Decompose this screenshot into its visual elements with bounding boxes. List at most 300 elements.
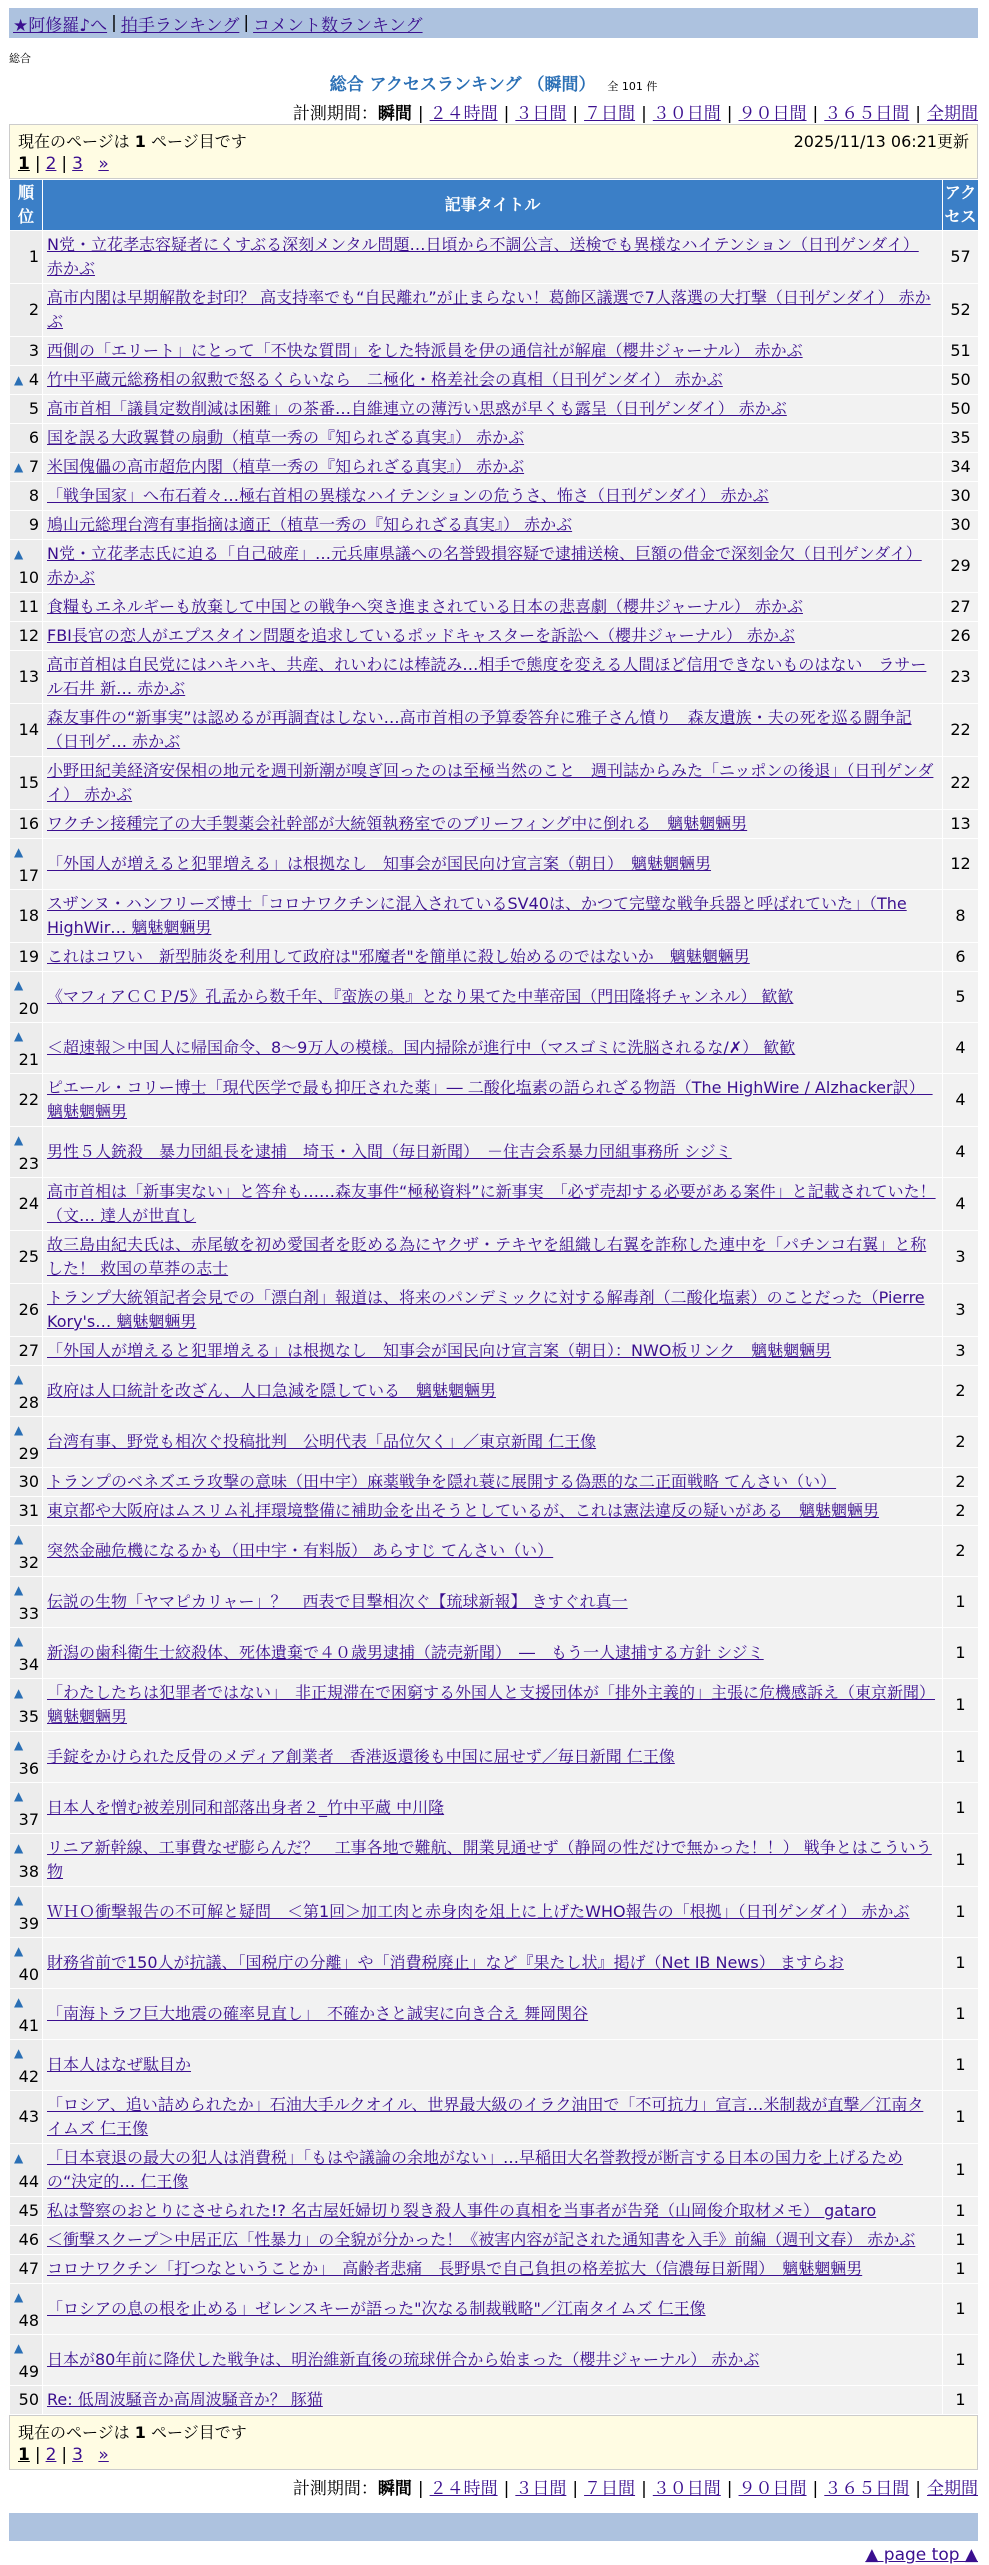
footer-bar [9, 2513, 978, 2541]
period-label: 計測期間： [292, 104, 378, 124]
access-count: 1 [943, 2040, 979, 2091]
rank-cell [10, 2255, 43, 2284]
rank-cell [10, 622, 43, 651]
rank-cell [10, 2226, 43, 2255]
article-link[interactable]: ＜衝撃スクープ＞中居正広「性暴力」の全貌が分かった！《被害内容が記された通知書を入手》前編（週刊文春） 赤かぶ [47, 2230, 916, 2249]
rank-number: 39 [18, 1914, 39, 1933]
title-cell [43, 1577, 943, 1628]
access-count: 51 [943, 337, 979, 366]
title-cell [43, 943, 943, 972]
title-cell [43, 972, 943, 1023]
rank-cell [10, 651, 43, 704]
title-cell [43, 757, 943, 810]
table-row [10, 1231, 979, 1284]
title-cell [43, 1834, 943, 1887]
up-arrow-icon: ▲ [14, 2290, 24, 2304]
up-arrow-icon: ▲ [14, 1029, 24, 1043]
title-text: 総合 アクセスランキング （瞬間） [329, 75, 596, 95]
rank-cell [10, 1417, 43, 1468]
table-row [10, 1989, 979, 2040]
article-link[interactable]: N党・立花孝志容疑者にくすぶる深刻メンタル問題…日頃から不調公言、送検でも異様なハイテンション（日刊ゲンダイ） 赤かぶ [47, 235, 919, 278]
table-row [10, 651, 979, 704]
period-link[interactable]: ３６５日間 [824, 104, 910, 124]
rank-number: 49 [18, 2362, 39, 2381]
title-cell [43, 540, 943, 593]
article-link[interactable]: ワクチン接種完了の大手製薬会社幹部が大統領執務室でのブリーフィング中に倒れる 魑魅魍魎男 [47, 814, 748, 833]
table-row [10, 1938, 979, 1989]
access-count: 1 [943, 2284, 979, 2335]
period-link[interactable]: ９０日間 [738, 2479, 807, 2499]
rank-number: 26 [18, 1300, 39, 1319]
table-row [10, 2144, 979, 2197]
access-count: 2 [943, 1417, 979, 1468]
article-link[interactable]: 東京都や大阪府はムスリム礼拝環境整備に補助金を出そうとしているが、これは憲法違反の疑いがある 魑魅魍魎男 [47, 1501, 880, 1520]
table-row [10, 1732, 979, 1783]
access-count: 1 [943, 2335, 979, 2386]
title-cell [43, 622, 943, 651]
article-link[interactable]: 新潟の歯科衛生士絞殺体、死体遺棄で４０歳男逮捕（読売新聞） ― もう一人逮捕する方針 シジミ [47, 1643, 764, 1662]
rank-number: 21 [18, 1050, 39, 1069]
article-link[interactable]: 高市首相は自民党にはハキハキ、共産、れいわには棒読み…相手で態度を変える人間ほど信用できないものはない ラサール石井 新… 赤かぶ [47, 655, 927, 698]
rank-number: 45 [18, 2201, 39, 2220]
title-cell [43, 1284, 943, 1337]
period-link[interactable]: ２４時間 [429, 2479, 498, 2499]
period-link[interactable]: 全期間 [927, 104, 978, 124]
rank-cell [10, 366, 43, 395]
rank-number: 36 [18, 1759, 39, 1778]
article-link[interactable]: 日本人はなぜ駄目か [47, 2055, 192, 2074]
article-link[interactable]: 米国傀儡の高市超危内閣（植草一秀の『知られざる真実』） 赤かぶ [47, 457, 525, 476]
rank-cell [10, 1284, 43, 1337]
table-row [10, 1628, 979, 1679]
up-arrow-icon: ▲ [14, 2046, 24, 2060]
article-link[interactable]: FBI長官の恋人がエプスタイン問題を追求しているポッドキャスターを訴訟へ（櫻井ジャーナル） 赤かぶ [47, 626, 795, 645]
article-link[interactable]: 「外国人が増えると犯罪増える」は根拠なし 知事会が国民向け宣言案（朝日）：NWO板リンク 魑魅魍魎男 [47, 1341, 832, 1360]
table-row [10, 395, 979, 424]
rank-number: 50 [18, 2390, 39, 2409]
rank-cell [10, 1468, 43, 1497]
article-link[interactable]: 男性５人銃殺 暴力団組長を逮捕 埼玉・入間（毎日新聞） －住吉会系暴力団組事務所 シジミ [47, 1142, 732, 1161]
home-link[interactable]: ★阿修羅♪へ [13, 15, 108, 36]
table-row [10, 2335, 979, 2386]
table-row [10, 366, 979, 395]
access-count: 2 [943, 1366, 979, 1417]
table-row [10, 1887, 979, 1938]
article-link[interactable]: 《マフィアＣＣＰ/5》孔孟から数千年、『蛮族の巣』となり果てた中華帝国（門田隆将チャンネル） 歓歓 [47, 987, 794, 1006]
pager-link[interactable]: 3 [72, 154, 83, 174]
rank-cell [10, 395, 43, 424]
up-arrow-icon: ▲ [14, 1841, 24, 1855]
access-count: 8 [943, 890, 979, 943]
article-link[interactable]: 伝説の生物「ヤマピカリャー」？ 西表で目撃相次ぐ【琉球新報】 きすぐれ真一 [47, 1592, 628, 1611]
rank-cell [10, 1783, 43, 1834]
rank-header: 順位 [10, 180, 43, 231]
access-count: 2 [943, 1468, 979, 1497]
access-count: 13 [943, 810, 979, 839]
rank-number: 10 [18, 568, 39, 587]
access-count: 1 [943, 1989, 979, 2040]
title-cell [43, 1497, 943, 1526]
rank-number: 25 [18, 1247, 39, 1266]
table-row [10, 2226, 979, 2255]
article-link[interactable]: 私は警察のおとりにさせられた!? 名古屋妊婦切り裂き殺人事件の真相を当事者が告発（山岡俊介取材メモ） gataro [47, 2201, 877, 2220]
access-count: 26 [943, 622, 979, 651]
article-link[interactable]: 「戦争国家」へ布石着々…極右首相の異様なハイテンションの危うさ、怖さ（日刊ゲンダイ） 赤かぶ [47, 486, 769, 505]
table-row [10, 424, 979, 453]
title-cell [43, 2144, 943, 2197]
rank-cell [10, 704, 43, 757]
up-arrow-icon: ▲ [14, 1686, 24, 1700]
access-count: 27 [943, 593, 979, 622]
up-arrow-icon: ▲ [14, 1893, 24, 1907]
access-count: 30 [943, 511, 979, 540]
access-count: 1 [943, 2386, 979, 2415]
table-row [10, 511, 979, 540]
title-cell [43, 651, 943, 704]
article-link[interactable]: 「外国人が増えると犯罪増える」は根拠なし 知事会が国民向け宣言案（朝日） 魑魅魍魎男 [47, 854, 712, 873]
rank-cell [10, 890, 43, 943]
rank-cell [10, 2386, 43, 2415]
table-row [10, 231, 979, 284]
total-count: 全 101 件 [607, 80, 658, 93]
rank-number: 1 [28, 247, 39, 266]
rank-cell [10, 1497, 43, 1526]
article-link[interactable]: 手錠をかけられた反骨のメディア創業者 香港返還後も中国に屈せず／毎日新聞 仁王像 [47, 1747, 675, 1766]
pager-top: 1 | 2 | 3 » [18, 154, 109, 174]
up-arrow-icon: ▲ [14, 1532, 24, 1546]
article-link[interactable]: 西側の「エリート」にとって「不快な質問」をした特派員を伊の通信社が解雇（櫻井ジャーナル） 赤かぶ [47, 341, 803, 360]
title-cell [43, 2091, 943, 2144]
period-link[interactable]: ７日間 [584, 104, 636, 124]
access-count: 29 [943, 540, 979, 593]
access-count: 4 [943, 1074, 979, 1127]
rank-cell [10, 593, 43, 622]
period-link[interactable]: ３日間 [515, 2479, 567, 2499]
article-link[interactable]: これはコワい 新型肺炎を利用して政府は"邪魔者"を簡単に殺し始めるのではないか 魑魅魍魎男 [47, 947, 750, 966]
access-count: 23 [943, 651, 979, 704]
ranking-table [9, 179, 979, 2415]
rank-number: 13 [18, 667, 39, 686]
article-link[interactable]: 「ロシア、追い詰められたか」石油大手ルクオイル、世界最大級のイラク油田で「不可抗力」宣言…米制裁が直撃／江南タイムズ 仁王像 [47, 2095, 924, 2138]
article-link[interactable]: 故三島由紀夫氏は、赤尾敏を初め愛国者を貶める為にヤクザ・テキヤを組織し右翼を詐称した連中を「パチンコ右翼」と称した！ 救国の草莽の志士 [47, 1235, 927, 1278]
up-arrow-icon: ▲ [14, 1372, 24, 1386]
rank-cell [10, 284, 43, 337]
rank-cell [10, 540, 43, 593]
rank-number: 17 [18, 866, 39, 885]
table-row [10, 2091, 979, 2144]
access-count: 1 [943, 1732, 979, 1783]
table-row [10, 337, 979, 366]
updated-time: 2025/11/13 06:21更新 [793, 132, 969, 151]
up-arrow-icon: ▲ [14, 2151, 24, 2165]
current-page-text-bottom: 現在のページは 1 ページ目です [18, 2423, 247, 2442]
rank-number: 41 [18, 2016, 39, 2035]
access-count: 12 [943, 839, 979, 890]
table-row [10, 1074, 979, 1127]
rank-cell [10, 1732, 43, 1783]
pager-bottom: 1 | 2 | 3 » [18, 2445, 109, 2465]
access-count: 35 [943, 424, 979, 453]
pager-current: 1 [18, 2445, 30, 2465]
rank-cell [10, 2144, 43, 2197]
rank-cell [10, 2040, 43, 2091]
rank-number: 32 [18, 1553, 39, 1572]
title-cell [43, 395, 943, 424]
pager-current: 1 [18, 154, 30, 174]
title-cell [43, 2386, 943, 2415]
rank-cell [10, 231, 43, 284]
title-cell [43, 1074, 943, 1127]
rank-number: 30 [18, 1472, 39, 1491]
period-link[interactable]: ３０日間 [652, 104, 721, 124]
access-count: 30 [943, 482, 979, 511]
rank-cell [10, 1366, 43, 1417]
rank-number: 43 [18, 2107, 39, 2126]
period-link[interactable]: ２４時間 [429, 104, 498, 124]
access-count: 1 [943, 2197, 979, 2226]
article-link[interactable]: 「ロシアの息の根を止める」ゼレンスキーが語った"次なる制裁戦略"／江南タイムズ 仁王像 [47, 2299, 706, 2318]
comment-ranking-link[interactable]: コメント数ランキング [253, 15, 423, 36]
rank-cell [10, 1074, 43, 1127]
article-link[interactable]: 鳩山元総理台湾有事指摘は適正（植草一秀の『知られざる真実』） 赤かぶ [47, 515, 573, 534]
article-link[interactable]: 食糧もエネルギーも放棄して中国との戦争へ突き進まされている日本の悲喜劇（櫻井ジャーナル） 赤かぶ [47, 597, 803, 616]
rank-number: 48 [18, 2311, 39, 2330]
clap-ranking-link[interactable]: 拍手ランキング [120, 15, 240, 36]
rank-number: 35 [18, 1707, 39, 1726]
rank-number: 5 [28, 399, 39, 418]
article-link[interactable]: Re: 低周波騒音か高周波騒音か？ 豚猫 [47, 2390, 323, 2409]
rank-cell [10, 1127, 43, 1178]
rank-number: 9 [28, 515, 39, 534]
article-link[interactable]: ＜超速報＞中国人に帰国命令、8～9万人の模様。国内掃除が進行中（マスゴミに洗脳されるな/✗） 歓歓 [47, 1038, 796, 1057]
table-row [10, 1783, 979, 1834]
table-row [10, 1577, 979, 1628]
title-cell [43, 810, 943, 839]
pager-link[interactable]: 2 [45, 154, 57, 174]
pager-next[interactable]: » [98, 2445, 109, 2465]
rank-cell [10, 2284, 43, 2335]
rank-cell [10, 972, 43, 1023]
rank-cell [10, 337, 43, 366]
table-row [10, 1526, 979, 1577]
article-link[interactable]: 高市首相は「新事実ない」と答弁も……森友事件“極秘資料”に新事実 「必ず売却する必要がある案件」と記載されていた！（文… 達人が世直し [47, 1182, 936, 1225]
rank-number: 12 [18, 626, 39, 645]
article-link[interactable]: 政府は人口統計を改ざん、人口急減を隠している 魑魅魍魎男 [47, 1381, 496, 1400]
rank-cell [10, 1834, 43, 1887]
access-count: 1 [943, 1628, 979, 1679]
article-link[interactable]: 森友事件の“新事実”は認めるが再調査はしない…高市首相の予算委答弁に雅子さん憤り 森友遺族・夫の死を巡る闘争記（日刊ゲ… 赤かぶ [47, 708, 912, 751]
table-row [10, 2255, 979, 2284]
rank-number: 27 [18, 1341, 39, 1360]
period-link[interactable]: ３６５日間 [824, 2479, 910, 2499]
access-count: 2 [943, 1497, 979, 1526]
rank-number: 18 [18, 906, 39, 925]
rank-cell [10, 2091, 43, 2144]
up-arrow-icon: ▲ [14, 1738, 24, 1752]
rank-cell [10, 1231, 43, 1284]
title-cell [43, 366, 943, 395]
period-selector-top: 計測期間：瞬間 | ２４時間 | ３日間 | ７日間 | ３０日間 | ９０日間 | ３６５日間 | 全期間 [292, 104, 978, 124]
table-row [10, 284, 979, 337]
table-row [10, 1023, 979, 1074]
article-link[interactable]: ピエール・コリー博士「現代医学で最も抑圧された薬」― 二酸化塩素の語られざる物語（The HighWire / Alzhacker訳） 魑魅魍魎男 [47, 1078, 933, 1121]
access-count: 50 [943, 395, 979, 424]
access-count: 3 [943, 1284, 979, 1337]
title-cell [43, 2284, 943, 2335]
title-cell [43, 511, 943, 540]
access-count: 4 [943, 1127, 979, 1178]
rank-number: 31 [18, 1501, 39, 1520]
rank-number: 33 [18, 1604, 39, 1623]
title-cell [43, 839, 943, 890]
rank-cell [10, 839, 43, 890]
table-row [10, 1366, 979, 1417]
period-current: 瞬間 [377, 2479, 412, 2499]
up-arrow-icon: ▲ [14, 978, 24, 992]
access-count: 5 [943, 972, 979, 1023]
rank-number: 19 [18, 947, 39, 966]
access-count: 4 [943, 1178, 979, 1231]
category-label: 総合 [9, 52, 31, 65]
article-link[interactable]: 財務省前で150人が抗議、「国税庁の分離」や「消費税廃止」など『果たし状』掲げ（Net IB News） ますらお [47, 1953, 844, 1972]
period-label: 計測期間： [292, 2479, 378, 2499]
access-count: 6 [943, 943, 979, 972]
article-link[interactable]: トランプのベネズエラ攻撃の意味（田中宇）麻薬戦争を隠れ蓑に展開する偽悪的な二正面戦略 てんさい（い） [47, 1472, 837, 1491]
rank-number: 42 [18, 2067, 39, 2086]
rank-cell [10, 1577, 43, 1628]
article-link[interactable]: 「南海トラフ巨大地震の確率見直し」 不確かさと誠実に向き合え 舞岡関谷 [47, 2004, 589, 2023]
up-arrow-icon: ▲ [14, 1789, 24, 1803]
table-row [10, 757, 979, 810]
article-link[interactable]: ＷＨＯ衝撃報告の不可解と疑問 ＜第1回＞加工肉と赤身肉を俎上に上げたWHO報告の「根拠」（日刊ゲンダイ） 赤かぶ [47, 1902, 910, 1921]
table-row [10, 2386, 979, 2415]
access-count: 22 [943, 757, 979, 810]
access-count: 1 [943, 1834, 979, 1887]
table-row [10, 839, 979, 890]
table-row [10, 1679, 979, 1732]
access-count: 4 [943, 1023, 979, 1074]
page-info-top [9, 124, 978, 179]
article-link[interactable]: 日本人を憎む被差別同和部落出身者２_竹中平蔵 中川隆 [47, 1798, 445, 1817]
rank-number: 47 [18, 2259, 39, 2278]
rank-number: 34 [18, 1655, 39, 1674]
article-link[interactable]: N党・立花孝志氏に迫る「自己破産」…元兵庫県議への名誉毀損容疑で逮捕送検、巨額の借金で深刻金欠（日刊ゲンダイ） 赤かぶ [47, 544, 922, 587]
access-count: 3 [943, 1337, 979, 1366]
article-link[interactable]: 日本が80年前に降伏した戦争は、明治維新直後の琉球併合から始まった（櫻井ジャーナル） 赤かぶ [47, 2350, 760, 2369]
article-link[interactable]: 「わたしたちは犯罪者ではない」 非正規滞在で困窮する外国人と支援団体が「排外主義的」主張に危機感訴え（東京新聞） 魑魅魍魎男 [47, 1683, 936, 1726]
article-link[interactable]: 国を誤る大政翼賛の扇動（植草一秀の『知られざる真実』） 赤かぶ [47, 428, 525, 447]
access-count: 1 [943, 2091, 979, 2144]
title-cell [43, 1783, 943, 1834]
access-count: 1 [943, 2226, 979, 2255]
up-arrow-icon: ▲ [14, 547, 24, 561]
title-cell [43, 2226, 943, 2255]
access-count: 1 [943, 2255, 979, 2284]
up-arrow-icon: ▲ [14, 373, 24, 387]
top-nav-bar: ★阿修羅♪へ | 拍手ランキング | コメント数ランキング [9, 8, 978, 38]
up-arrow-icon: ▲ [14, 1944, 24, 1958]
title-cell [43, 1679, 943, 1732]
pager-next[interactable]: » [98, 154, 109, 174]
title-cell [43, 482, 943, 511]
period-link[interactable]: ７日間 [584, 2479, 636, 2499]
title-cell [43, 231, 943, 284]
article-link[interactable]: 突然金融危機になるかも（田中宇・有料版） あらすじ てんさい（い） [47, 1541, 554, 1560]
access-count: 1 [943, 2144, 979, 2197]
rank-cell [10, 1526, 43, 1577]
table-row [10, 2284, 979, 2335]
title-cell [43, 1732, 943, 1783]
article-link[interactable]: 台湾有事、野党も相次ぐ投稿批判 公明代表「品位欠く」／東京新聞 仁王像 [47, 1432, 597, 1451]
pager-link[interactable]: 2 [45, 2445, 57, 2465]
title-cell [43, 1366, 943, 1417]
pager-link[interactable]: 3 [72, 2445, 83, 2465]
rank-number: 38 [18, 1862, 39, 1881]
title-cell [43, 2040, 943, 2091]
up-arrow-icon: ▲ [14, 1995, 24, 2009]
title-cell [43, 1231, 943, 1284]
title-header: 記事タイトル [43, 180, 943, 231]
access-count: 1 [943, 1783, 979, 1834]
rank-number: 24 [18, 1194, 39, 1213]
title-cell [43, 1887, 943, 1938]
period-selector-bottom: 計測期間：瞬間 | ２４時間 | ３日間 | ７日間 | ３０日間 | ９０日間 | ３６５日間 | 全期間 [292, 2479, 978, 2499]
rank-number: 46 [18, 2230, 39, 2249]
article-link[interactable]: 竹中平蔵元総務相の叙勲で怒るくらいなら 二極化・格差社会の真相（日刊ゲンダイ） 赤かぶ [47, 370, 723, 389]
current-page-text: 現在のページは 1 ページ目です [18, 132, 247, 151]
period-link[interactable]: ３０日間 [652, 2479, 721, 2499]
rank-cell [10, 1628, 43, 1679]
table-row [10, 890, 979, 943]
title-cell [43, 2197, 943, 2226]
article-link[interactable]: トランプ大統領記者会見での「漂白剤」報道は、将来のパンデミックに対する解毒剤（二酸化塩素）のことだった（Pierre Kory's… 魑魅魍魎男 [47, 1288, 925, 1331]
article-link[interactable]: 小野田紀美経済安保相の地元を週刊新潮が嗅ぎ回ったのは至極当然のこと 週刊誌からみた「ニッポンの後退」（日刊ゲンダイ） 赤かぶ [47, 761, 934, 804]
rank-cell [10, 1178, 43, 1231]
article-link[interactable]: 「日本衰退の最大の犯人は消費税」「もはや議論の余地がない」…早稲田大名誉教授が断言する日本の国力を上げるための“決定的… 仁王像 [47, 2148, 904, 2191]
title-cell [43, 453, 943, 482]
rank-number: 44 [18, 2172, 39, 2191]
article-link[interactable]: 高市内閣は早期解散を封印？ 高支持率でも“自民離れ”が止まらない！葛飾区議選で7人落選の大打撃（日刊ゲンダイ） 赤かぶ [47, 288, 931, 331]
rank-number: 4 [28, 370, 39, 389]
rank-number: 11 [18, 597, 39, 616]
article-link[interactable]: スザンヌ・ハンフリーズ博士「コロナワクチンに混入されているSV40は、かつて完璧な戦争兵器と呼ばれていた」（The HighWir… 魑魅魍魎男 [47, 894, 907, 937]
table-row [10, 540, 979, 593]
up-arrow-icon: ▲ [14, 1634, 24, 1648]
rank-number: 23 [18, 1154, 39, 1173]
title-cell [43, 1127, 943, 1178]
period-link[interactable]: 全期間 [927, 2479, 978, 2499]
rank-cell [10, 453, 43, 482]
title-cell [43, 1417, 943, 1468]
title-cell [43, 337, 943, 366]
rank-cell [10, 943, 43, 972]
title-cell [43, 1178, 943, 1231]
period-link[interactable]: ３日間 [515, 104, 567, 124]
rank-number: 7 [28, 457, 39, 476]
title-cell [43, 1337, 943, 1366]
up-arrow-icon: ▲ [14, 845, 24, 859]
article-link[interactable]: 高市首相「議員定数削減は困難」の茶番…自維連立の薄汚い思惑が早くも露呈（日刊ゲンダイ） 赤かぶ [47, 399, 787, 418]
rank-number: 40 [18, 1965, 39, 1984]
article-link[interactable]: リニア新幹線、工事費なぜ膨らんだ？ 工事各地で難航、開業見通せず（静岡の性だけで無かった！！） 戦争とはこういう物 [47, 1838, 932, 1881]
period-link[interactable]: ９０日間 [738, 104, 807, 124]
access-header: アクセス [943, 180, 979, 231]
up-arrow-icon: ▲ [14, 460, 24, 474]
title-cell [43, 704, 943, 757]
table-row [10, 622, 979, 651]
page-top-link[interactable]: ▲ page top ▲ [865, 2545, 978, 2565]
article-link[interactable]: コロナワクチン「打つなということか」 高齢者悲痛 長野県で自己負担の格差拡大（信濃毎日新聞） 魑魅魍魎男 [47, 2259, 863, 2278]
